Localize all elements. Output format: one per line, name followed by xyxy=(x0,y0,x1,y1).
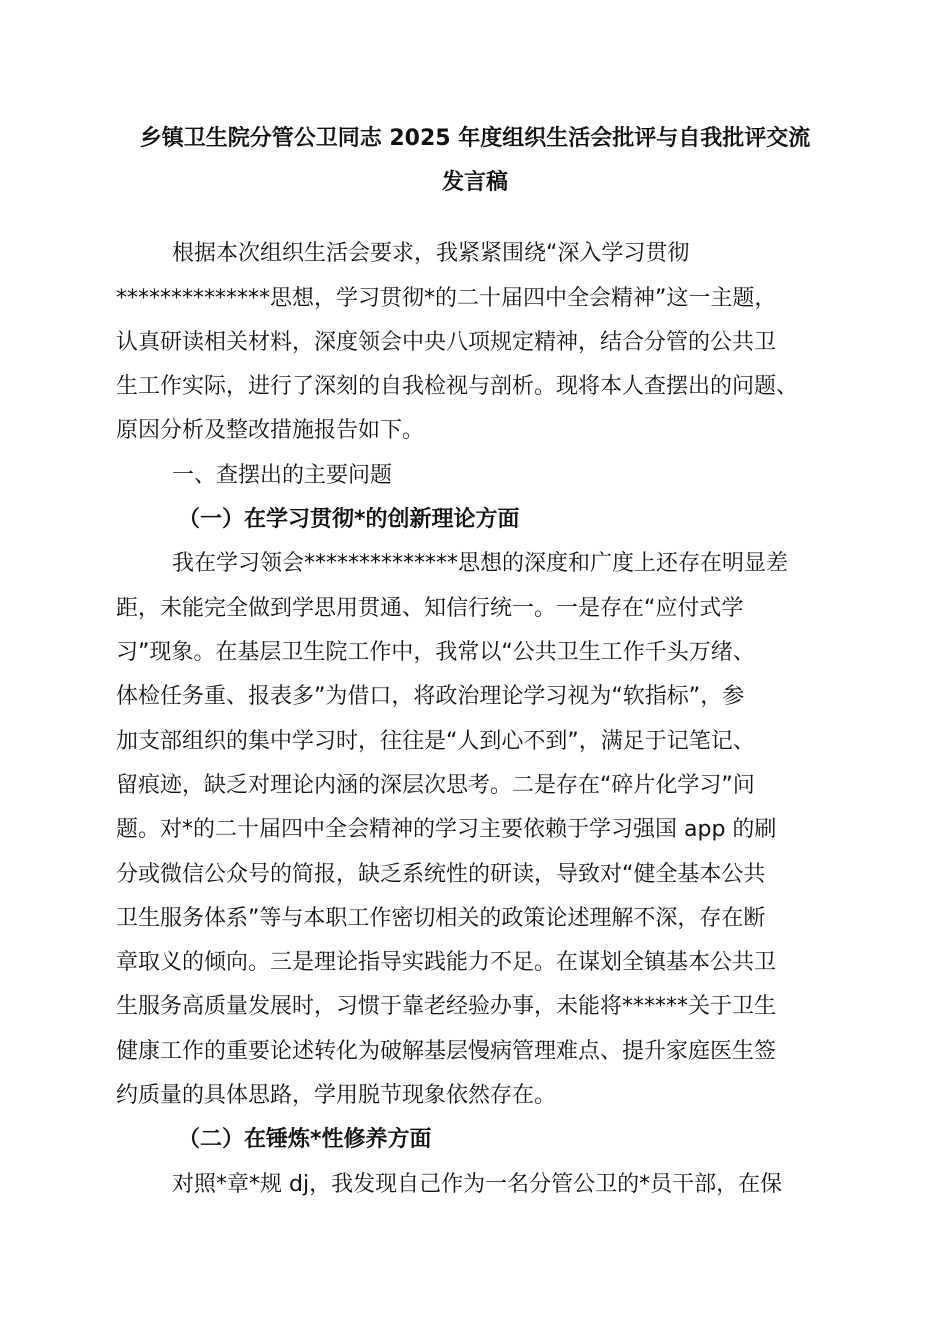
paragraph-line: 加支部组织的集中学习时，往往是“人到心不到”，满足于记笔记、 xyxy=(116,729,755,754)
section-heading: 一、查摆出的主要问题 xyxy=(172,463,393,488)
paragraph-line: 习”现象。在基层卫生院工作中，我常以“公共卫生工作千头万绪、 xyxy=(116,640,755,665)
paragraph-line: 健康工作的重要论述转化为破解基层慢病管理难点、提升家庭医生签 xyxy=(116,1039,777,1064)
paragraph-line: 距，未能完全做到学思用贯通、知信行统一。一是存在“应付式学 xyxy=(116,596,744,621)
paragraph-line: 我在学习领会**************思想的深度和广度上还存在明显差 xyxy=(172,551,789,576)
paragraph-line: 原因分析及整改措施报告如下。 xyxy=(116,418,425,443)
document-title-line-1: 乡镇卫生院分管公卫同志 2025 年度组织生活会批评与自我批评交流 xyxy=(139,126,811,151)
paragraph-line: 生服务高质量发展时，习惯于靠老经验办事，未能将******关于卫生 xyxy=(116,994,777,1019)
paragraph-line: **************思想，学习贯彻*的二十届四中全会精神”这一主题， xyxy=(116,286,777,311)
document-title-line-2: 发言稿 xyxy=(441,170,508,195)
paragraph-line: 分或微信公众号的简报，缺乏系统性的研读，导致对“健全基本公共 xyxy=(116,862,766,887)
paragraph-line: 约质量的具体思路，学用脱节现象依然存在。 xyxy=(116,1083,557,1108)
paragraph-line: 题。对*的二十届四中全会精神的学习主要依赖于学习强国 app 的刷 xyxy=(116,817,777,842)
paragraph-line: 章取义的倾向。三是理论指导实践能力不足。在谋划全镇基本公共卫 xyxy=(116,950,777,975)
paragraph-line: 体检任务重、报表多”为借口，将政治理论学习视为“软指标”，参 xyxy=(116,684,745,709)
paragraph-line: 认真研读相关材料，深度领会中央八项规定精神，结合分管的公共卫 xyxy=(116,330,777,355)
paragraph-line: 生工作实际，进行了深刻的自我检视与剖析。现将本人查摆出的问题、 xyxy=(116,374,799,399)
paragraph-line: 卫生服务体系”等与本职工作密切相关的政策论述理解不深，存在断 xyxy=(116,906,766,931)
subsection-heading: （一）在学习贯彻*的创新理论方面 xyxy=(178,507,520,532)
paragraph-line: 留痕迹，缺乏对理论内涵的深层次思考。二是存在“碎片化学习”问 xyxy=(116,773,755,798)
paragraph-line: 对照*章*规 dj，我发现自己作为一名分管公卫的*员干部，在保 xyxy=(172,1172,783,1197)
subsection-heading: （二）在锤炼*性修养方面 xyxy=(178,1127,432,1152)
paragraph-line: 根据本次组织生活会要求，我紧紧围绕“深入学习贯彻 xyxy=(172,241,690,266)
